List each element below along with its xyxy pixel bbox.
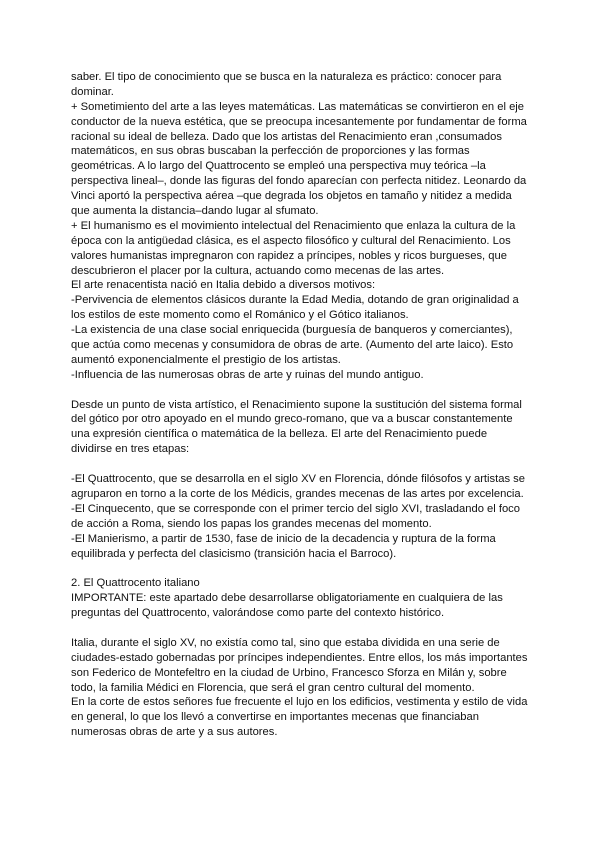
text-line: valores humanistas impregnaron con rapidez a príncipes, nobles y ricos burgueses, que xyxy=(71,249,507,262)
text-line: preguntas del Quattrocento, valorándose como parte del contexto histórico. xyxy=(71,607,445,620)
text-line: -Influencia de las numerosas obras de arte y ruinas del mundo antiguo. xyxy=(71,368,424,381)
text-line: ciudades-estado gobernadas por príncipes independientes. Entre ellos, los más importantes xyxy=(71,651,528,664)
text-line: son Federico de Montefeltro en la ciudad de Urbino, Francesco Sforza en Milán y, sobre xyxy=(71,666,507,679)
text-line: todo, la familia Médici en Florencia, que será el gran centro cultural del momento. xyxy=(71,681,475,694)
text-line: que actúa como mecenas y consumidora de obras de arte. (Aumento del arte laico). Esto xyxy=(71,339,514,352)
paragraph-2 xyxy=(71,100,531,219)
text-line: El arte renacentista nació en Italia debido a diversos motivos: xyxy=(71,279,376,292)
text-line: + Sometimiento del arte a las leyes matemáticas. Las matemáticas se convirtieron en el eje xyxy=(71,100,524,113)
text-line: conductor de la nueva estética, que se preocupa incesantemente por fundamentar de forma xyxy=(71,115,527,128)
text-line: Desde un punto de vista artístico, el Renacimiento supone la sustitución del sistema formal xyxy=(71,398,522,411)
text-line: agruparon en torno a la corte de los Médicis, grandes mecenas de las artes por excelencia. xyxy=(71,487,524,500)
text-line: IMPORTANTE: este apartado debe desarrollarse obligatoriamente en cualquiera de las xyxy=(71,592,503,605)
text-line: aumentó exponencialmente el prestigio de los artistas. xyxy=(71,353,341,366)
text-line: -La existencia de una clase social enriquecida (burguesía de banqueros y comerciantes), xyxy=(71,324,513,337)
text-line: descubrieron el placer por la cultura, actuando como mecenas de las artes. xyxy=(71,264,445,277)
text-line: perspectiva lineal–, donde las figuras del fondo aparecían con perfecta nitidez. Leonardo da xyxy=(71,175,527,188)
paragraph-spacer xyxy=(71,621,531,636)
paragraph-spacer xyxy=(71,383,531,398)
text-line: geométricas. A lo largo del Quattrocento se empleó una perspectiva muy teórica –la xyxy=(71,160,486,173)
paragraph-9 xyxy=(71,695,531,740)
text-line: matemáticos, en sus obras buscaban la perfección de proporciones y las formas xyxy=(71,145,470,158)
text-line: una expresión científica o matemática de la belleza. El arte del Renacimiento puede xyxy=(71,428,488,441)
text-line: En la corte de estos señores fue frecuente el lujo en los edificios, vestimenta y estilo de vida xyxy=(71,696,528,709)
text-line: Italia, durante el siglo XV, no existía como tal, sino que estaba dividida en una serie de xyxy=(71,636,500,649)
paragraph-3 xyxy=(71,219,531,279)
text-line: -El Manierismo, a partir de 1530, fase de inicio de la decadencia y ruptura de la forma xyxy=(71,532,496,545)
text-line: época con la antigüedad clásica, es el aspecto filosófico y cultural del Renacimiento. Los xyxy=(71,234,511,247)
text-line: los estilos de este momento como el Románico y el Gótico italianos. xyxy=(71,309,409,322)
text-line: dominar. xyxy=(71,85,114,98)
paragraph-8 xyxy=(71,636,531,696)
paragraph-6 xyxy=(71,472,531,561)
paragraph-4 xyxy=(71,278,531,382)
paragraph-1 xyxy=(71,70,531,100)
document-page xyxy=(71,70,531,740)
text-line: equilibrada y perfecta del clasicismo (transición hacia el Barroco). xyxy=(71,547,397,560)
paragraph-spacer xyxy=(71,457,531,472)
paragraph-7 xyxy=(71,576,531,621)
text-line: saber. El tipo de conocimiento que se busca en la naturaleza es práctico: conocer para xyxy=(71,71,502,83)
text-line: -El Cinquecento, que se corresponde con el primer tercio del siglo XVI, trasladando el foco xyxy=(71,502,520,515)
text-line: dividirse en tres etapas: xyxy=(71,443,190,456)
text-line: -El Quattrocento, que se desarrolla en el siglo XV en Florencia, dónde filósofos y artistas se xyxy=(71,473,525,486)
text-line: Vinci aportó la perspectiva aérea –que degrada los objetos en tamaño y nitidez a medida xyxy=(71,190,512,203)
paragraph-5 xyxy=(71,398,531,458)
text-line: de acción a Roma, siendo los papas los grandes mecenas del momento. xyxy=(71,517,432,530)
text-line: 2. El Quattrocento italiano xyxy=(71,577,200,590)
text-line: en general, lo que los llevó a convertirse en importantes mecenas que financiaban xyxy=(71,711,479,724)
text-line: + El humanismo es el movimiento intelectual del Renacimiento que enlaza la cultura de la xyxy=(71,219,516,232)
text-line: que aumenta la distancia–dando lugar al sfumato. xyxy=(71,205,319,218)
text-line: racional su ideal de belleza. Dado que los artistas del Renacimiento eran ,consumados xyxy=(71,130,502,143)
text-line: numerosas obras de arte y a sus autores. xyxy=(71,726,278,739)
paragraph-spacer xyxy=(71,561,531,576)
text-line: del gótico por otro apoyado en el mundo greco-romano, que va a buscar constantemente xyxy=(71,413,513,426)
text-line: -Pervivencia de elementos clásicos durante la Edad Media, dotando de gran originalidad a xyxy=(71,294,519,307)
